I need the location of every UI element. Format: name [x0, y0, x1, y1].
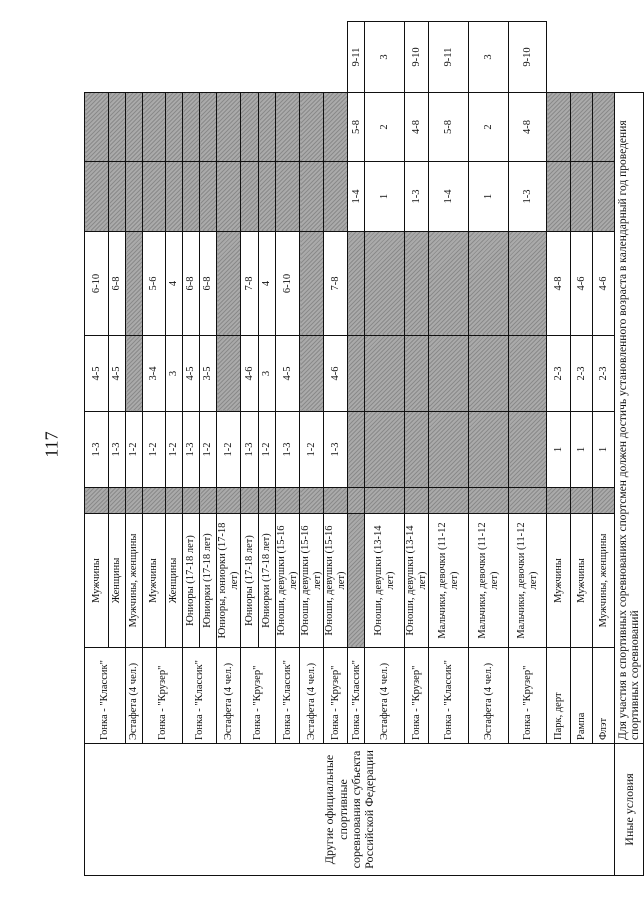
- spacer-cell: [259, 488, 276, 514]
- group-cell: Мужчины, женщины: [126, 514, 143, 648]
- rank-cell: 3: [259, 336, 276, 412]
- empty-cell: [469, 336, 509, 412]
- rank-cell: 3-5: [200, 336, 217, 412]
- rotated-table-container: [84, 21, 642, 876]
- group-cell: Мальчики, девочки (11-12 лет): [429, 514, 469, 648]
- empty-cell: [365, 412, 405, 488]
- discipline-cell: Эстафета (4 чел.): [365, 648, 405, 744]
- empty-cell: [200, 93, 217, 162]
- spacer-cell: [200, 488, 217, 514]
- empty-cell: [429, 488, 469, 514]
- rank-cell: 1-2: [259, 412, 276, 488]
- empty-cell: [571, 93, 593, 162]
- empty-cell: [300, 93, 324, 162]
- spacer-cell: [126, 488, 143, 514]
- empty-cell: [143, 162, 166, 232]
- spacer-cell: [571, 488, 593, 514]
- rank-cell: 1-3: [276, 412, 300, 488]
- empty-cell: [469, 232, 509, 336]
- rank-cell: 1-2: [217, 412, 241, 488]
- rank-cell: 1: [365, 162, 405, 232]
- qualification-table: [84, 21, 644, 876]
- empty-cell: [469, 412, 509, 488]
- group-cell: Юноши, девушки (15-16 лет): [276, 514, 300, 648]
- group-cell: Мальчики, девочки (11-12 лет): [509, 514, 547, 648]
- empty-cell: [126, 162, 143, 232]
- discipline-cell: Гонка - "Крузер": [143, 648, 183, 744]
- group-cell: Мужчины: [571, 514, 593, 648]
- empty-cell: [509, 232, 547, 336]
- rank-cell: 4: [259, 232, 276, 336]
- group-cell: Юноши, девушки (13-14 лет): [405, 514, 429, 648]
- table-row: [615, 22, 644, 876]
- rank-cell: 1-4: [429, 162, 469, 232]
- empty-cell: [593, 162, 615, 232]
- spacer-cell: [217, 488, 241, 514]
- spacer-cell: [276, 488, 300, 514]
- group-cell: Мужчины, женщины: [593, 514, 615, 648]
- empty-cell: [109, 162, 126, 232]
- empty-cell: [166, 93, 183, 162]
- spacer-cell: [143, 488, 166, 514]
- rank-cell: 6-8: [200, 232, 217, 336]
- empty-cell: [348, 412, 365, 488]
- empty-cell: [259, 162, 276, 232]
- empty-cell: [324, 93, 348, 162]
- empty-cell: [126, 93, 143, 162]
- group-cell: Юноши, девушки (15-16 лет): [324, 514, 348, 648]
- rank-cell: 5-6: [143, 232, 166, 336]
- rank-cell: 1-3: [109, 412, 126, 488]
- empty-cell: [509, 336, 547, 412]
- spacer-cell: [183, 488, 200, 514]
- empty-cell: [365, 232, 405, 336]
- empty-cell: [126, 232, 143, 336]
- rank-cell: 4-8: [509, 93, 547, 162]
- page-number: 117: [41, 431, 62, 458]
- spacer-cell: [166, 488, 183, 514]
- rank-cell: 2-3: [547, 336, 571, 412]
- empty-cell: [429, 412, 469, 488]
- empty-cell: [109, 93, 126, 162]
- group-cell: Мужчины: [143, 514, 166, 648]
- rank-cell: 1-4: [348, 162, 365, 232]
- empty-cell: [348, 488, 365, 514]
- empty-cell: [405, 488, 429, 514]
- empty-cell: [300, 162, 324, 232]
- discipline-cell: Гонка - "Классик": [348, 648, 365, 744]
- empty-cell: [183, 162, 200, 232]
- rank-cell: 4-6: [241, 336, 259, 412]
- spacer-cell: [241, 488, 259, 514]
- group-cell: Юноши, девушки (15-16 лет): [300, 514, 324, 648]
- discipline-cell: Гонка - "Крузер": [241, 648, 276, 744]
- rank-cell: 4-6: [571, 232, 593, 336]
- rank-cell: 9-10: [405, 22, 429, 93]
- spacer-cell: [547, 488, 571, 514]
- rank-cell: 3: [166, 336, 183, 412]
- discipline-cell: Гонка - "Крузер": [405, 648, 429, 744]
- discipline-cell: Эстафета (4 чел.): [217, 648, 241, 744]
- empty-cell: [547, 162, 571, 232]
- empty-cell: [183, 93, 200, 162]
- discipline-cell: Эстафета (4 чел.): [300, 648, 324, 744]
- rank-cell: 1: [469, 162, 509, 232]
- rank-cell: 2: [469, 93, 509, 162]
- empty-cell: [300, 232, 324, 336]
- rank-cell: 2-3: [571, 336, 593, 412]
- rank-cell: 1-3: [405, 162, 429, 232]
- competition-level-cell: Другие официальные спортивные соревнования субъекта Российской Федерации: [85, 744, 615, 876]
- spacer-cell: [300, 488, 324, 514]
- group-cell: Женщины: [166, 514, 183, 648]
- group-cell: Женщины: [109, 514, 126, 648]
- rank-cell: 5-8: [429, 93, 469, 162]
- empty-cell: [509, 488, 547, 514]
- empty-cell: [324, 162, 348, 232]
- empty-cell: [241, 93, 259, 162]
- empty-cell: [348, 514, 365, 648]
- empty-cell: [405, 336, 429, 412]
- rank-cell: 1-3: [324, 412, 348, 488]
- group-cell: Юниорки (17-18 лет): [200, 514, 217, 648]
- empty-cell: [348, 232, 365, 336]
- empty-cell: [429, 232, 469, 336]
- discipline-cell: Рампа: [571, 648, 593, 744]
- rank-cell: 6-8: [109, 232, 126, 336]
- empty-cell: [217, 336, 241, 412]
- discipline-cell: Гонка - "Крузер": [324, 648, 348, 744]
- group-cell: Мужчины: [547, 514, 571, 648]
- discipline-cell: Гонка - "Классик": [276, 648, 300, 744]
- group-cell: Юниоры, юниорки (17-18 лет): [217, 514, 241, 648]
- rank-cell: 4-5: [85, 336, 109, 412]
- group-cell: Мужчины: [85, 514, 109, 648]
- empty-cell: [547, 93, 571, 162]
- group-cell: Юниоры (17-18 лет): [241, 514, 259, 648]
- empty-cell: [429, 336, 469, 412]
- discipline-cell: Гонка - "Классик": [429, 648, 469, 744]
- empty-cell: [276, 162, 300, 232]
- other-conditions-label: Иные условия: [615, 744, 644, 876]
- empty-cell: [200, 162, 217, 232]
- discipline-cell: Парк, дерт: [547, 648, 571, 744]
- empty-cell: [509, 412, 547, 488]
- spacer-cell: [593, 488, 615, 514]
- rank-cell: 2-3: [593, 336, 615, 412]
- rank-cell: 4-5: [109, 336, 126, 412]
- rank-cell: 4-6: [593, 232, 615, 336]
- rank-cell: 3-4: [143, 336, 166, 412]
- empty-cell: [217, 162, 241, 232]
- discipline-cell: Гонка - "Крузер": [509, 648, 547, 744]
- empty-cell: [365, 488, 405, 514]
- rank-cell: 2: [365, 93, 405, 162]
- spacer-cell: [85, 488, 109, 514]
- empty-cell: [241, 162, 259, 232]
- rank-cell: 6-8: [183, 232, 200, 336]
- group-cell: Юниоры (17-18 лет): [183, 514, 200, 648]
- other-conditions-text: Для участия в спортивных соревнованиях спортсмен должен достичь установленного возраста в календарный год проведения спортивных соревнований: [615, 93, 644, 744]
- rank-cell: 4-6: [324, 336, 348, 412]
- empty-cell: [469, 488, 509, 514]
- rank-cell: 4-5: [276, 336, 300, 412]
- empty-cell: [166, 162, 183, 232]
- rank-cell: 1-2: [126, 412, 143, 488]
- empty-cell: [571, 162, 593, 232]
- discipline-cell: Флэт: [593, 648, 615, 744]
- rank-cell: 1: [571, 412, 593, 488]
- empty-cell: [276, 93, 300, 162]
- rank-cell: 1-2: [166, 412, 183, 488]
- rank-cell: 4-5: [183, 336, 200, 412]
- empty-cell: [85, 162, 109, 232]
- rank-cell: 4-8: [547, 232, 571, 336]
- rank-cell: 3: [469, 22, 509, 93]
- rank-cell: 4-8: [405, 93, 429, 162]
- discipline-cell: Гонка - "Классик": [85, 648, 126, 744]
- spacer-cell: [109, 488, 126, 514]
- discipline-cell: Эстафета (4 чел.): [469, 648, 509, 744]
- empty-cell: [300, 336, 324, 412]
- rank-cell: 1-3: [241, 412, 259, 488]
- rank-cell: 6-10: [276, 232, 300, 336]
- empty-cell: [126, 336, 143, 412]
- rank-cell: 1: [593, 412, 615, 488]
- rank-cell: 7-8: [241, 232, 259, 336]
- empty-cell: [365, 336, 405, 412]
- rank-cell: 5-8: [348, 93, 365, 162]
- rank-cell: 1-3: [85, 412, 109, 488]
- discipline-cell: Гонка - "Классик": [183, 648, 217, 744]
- rank-cell: 1-3: [183, 412, 200, 488]
- rank-cell: 6-10: [85, 232, 109, 336]
- rank-cell: 1-2: [200, 412, 217, 488]
- rank-cell: 4: [166, 232, 183, 336]
- rank-cell: 9-11: [429, 22, 469, 93]
- rank-cell: 9-10: [509, 22, 547, 93]
- table-row: [85, 22, 109, 876]
- empty-cell: [143, 93, 166, 162]
- rank-cell: 1-3: [509, 162, 547, 232]
- empty-cell: [348, 336, 365, 412]
- empty-cell: [259, 93, 276, 162]
- group-cell: Юноши, девушки (13-14 лет): [365, 514, 405, 648]
- empty-cell: [405, 232, 429, 336]
- rank-cell: 7-8: [324, 232, 348, 336]
- rank-cell: 1: [547, 412, 571, 488]
- empty-cell: [593, 93, 615, 162]
- rank-cell: 1-2: [300, 412, 324, 488]
- group-cell: Юниорки (17-18 лет): [259, 514, 276, 648]
- empty-cell: [217, 232, 241, 336]
- rank-cell: 9-11: [348, 22, 365, 93]
- spacer-cell: [324, 488, 348, 514]
- group-cell: Мальчики, девочки (11-12 лет): [469, 514, 509, 648]
- empty-cell: [85, 93, 109, 162]
- discipline-cell: Эстафета (4 чел.): [126, 648, 143, 744]
- empty-cell: [405, 412, 429, 488]
- rank-cell: 3: [365, 22, 405, 93]
- rank-cell: 1-2: [143, 412, 166, 488]
- empty-cell: [217, 93, 241, 162]
